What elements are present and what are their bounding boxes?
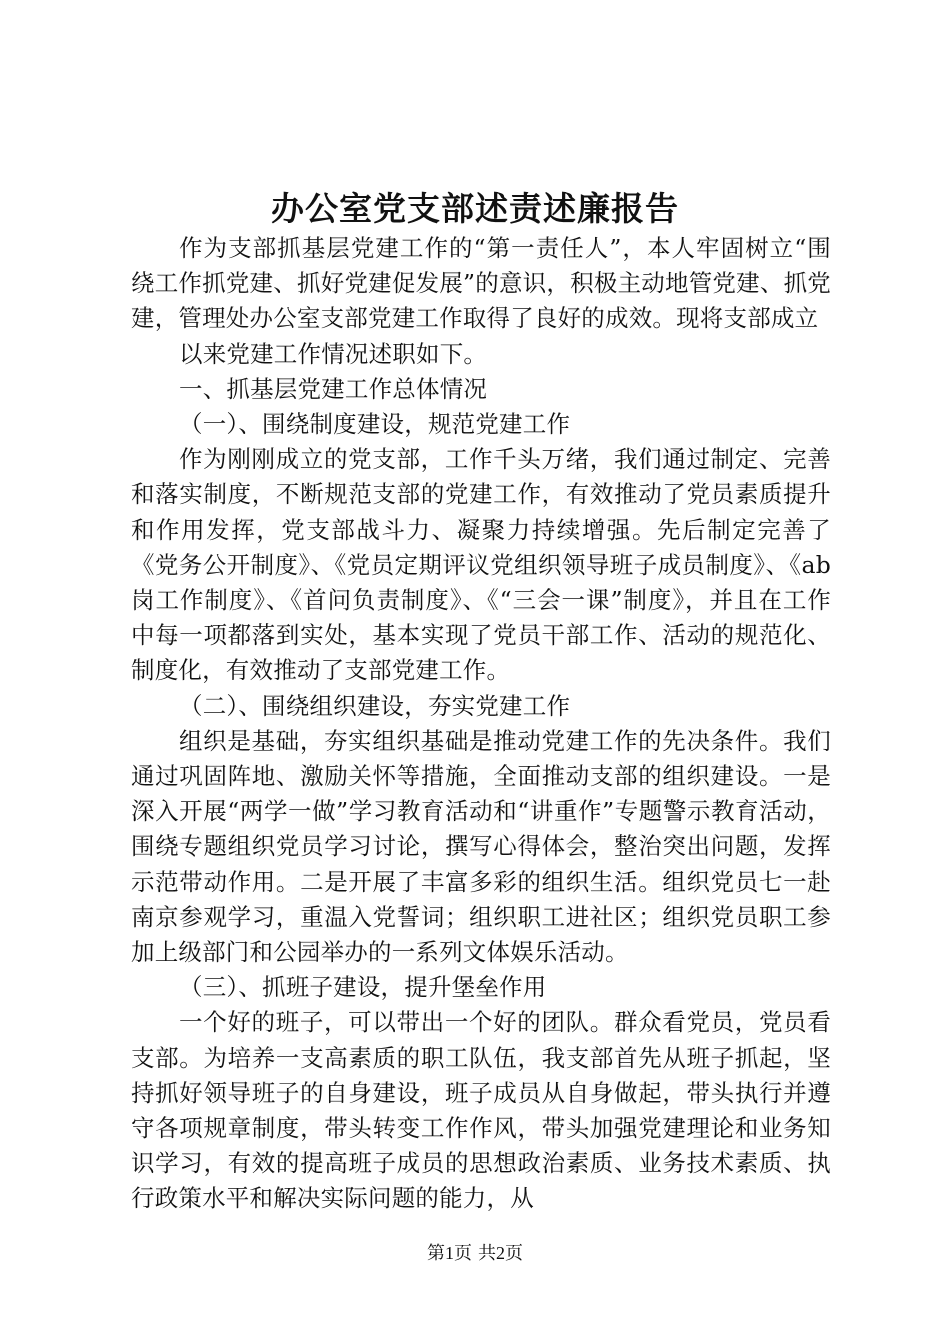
subsection-heading-2: （二）、围绕组织建设，夯实党建工作 [179, 691, 571, 720]
section-heading-1: 一、抓基层党建工作总体情况 [179, 374, 488, 403]
page-footer [0, 1240, 950, 1266]
paragraph-intro: 作为支部抓基层党建工作的“第一责任人”，本人牢固树立“围绕工作抓党建、抓好党建促发展”的意识，积极主动地管党建、抓党建，管理处办公室支部党建工作取得了良好的成效。现将支部成立 [131, 234, 831, 333]
paragraph-system-building: 作为刚刚成立的党支部，工作千头万绪，我们通过制定、完善和落实制度，不断规范支部的党建工作，有效推动了党员素质提升和作用发挥，党支部战斗力、凝聚力持续增强。先后制定完善了《党务公开制度》、《党员定期评议党组织领导班子成员制度》、《ab岗工作制度》、《首问负责制度》、《“三会一课”制度》，并且在工作中每一项都落到实处，基本实现了党员干部工作、活动的规范化、制度化，有效推动了支部党建工作。 [131, 445, 831, 685]
paragraph-intro-continued: 以来党建工作情况述职如下。 [179, 339, 488, 368]
subsection-heading-1: （一）、围绕制度建设，规范党建工作 [179, 410, 571, 439]
paragraph-organization-building: 组织是基础，夯实组织基础是推动党建工作的先决条件。我们通过巩固阵地、激励关怀等措施，全面推动支部的组织建设。一是深入开展“两学一做”学习教育活动和“讲重作”专题警示教育活动，围绕专题组织党员学习讨论，撰写心得体会，整治突出问题，发挥示范带动作用。二是开展了丰富多彩的组织生活。组织党员七一赴南京参观学习，重温入党誓词；组织职工进社区；组织党员职工参加上级部门和公园举办的一系列文体娱乐活动。 [131, 726, 831, 967]
paragraph-team-building: 一个好的班子，可以带出一个好的团队。群众看党员，党员看支部。为培养一支高素质的职工队伍，我支部首先从班子抓起，坚持抓好领导班子的自身建设，班子成员从自身做起，带头执行并遵守各项规章制度，带头转变工作作风，带头加强党建理论和业务知识学习，有效的提高班子成员的思想政治素质、业务技术素质、执行政策水平和解决实际问题的能力，从 [131, 1008, 831, 1213]
page-total: 共2页 [478, 1243, 523, 1263]
subsection-heading-3: （三）、抓班子建设，提升堡垒作用 [179, 973, 547, 1002]
document-body [131, 231, 831, 1217]
document-title: 办公室党支部述责述廉报告 [271, 189, 679, 228]
page-number: 第1页 [427, 1243, 472, 1263]
